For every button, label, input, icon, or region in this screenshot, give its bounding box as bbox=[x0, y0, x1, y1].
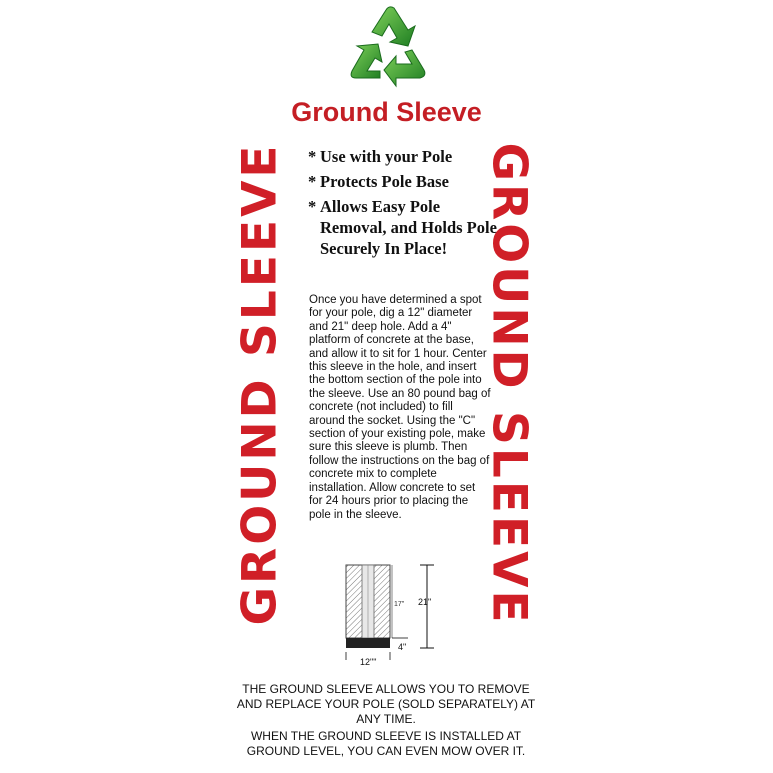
feature-item bbox=[308, 146, 498, 167]
feature-text: Protects Pole Base bbox=[320, 172, 449, 191]
feature-list bbox=[308, 146, 498, 263]
feature-text: Use with your Pole bbox=[320, 147, 453, 166]
sleeve-diagram bbox=[336, 560, 446, 672]
bullet-star: * bbox=[308, 197, 317, 216]
footer-note-mow: WHEN THE GROUND SLEEVE IS INSTALLED AT GROUND LEVEL, YOU CAN EVEN MOW OVER IT. bbox=[246, 729, 526, 758]
page-title: Ground Sleeve bbox=[291, 97, 482, 127]
bullet-star: * bbox=[308, 172, 317, 191]
footer-note-removal: THE GROUND SLEEVE ALLOWS YOU TO REMOVE AND REPLACE YOUR POLE (SOLD SEPARATELY) AT ANY TIME. bbox=[236, 682, 536, 726]
side-label-right: GROUND SLEEVE bbox=[481, 142, 537, 626]
recycle-icon bbox=[342, 2, 436, 88]
width-label: 12"" bbox=[360, 657, 377, 667]
sleeve-length-label: 17" bbox=[394, 601, 405, 608]
depth-label: 21" bbox=[418, 597, 432, 607]
feature-item bbox=[308, 196, 498, 259]
side-label-left: GROUND SLEEVE bbox=[232, 142, 288, 626]
base-label: 4" bbox=[398, 642, 407, 652]
installation-instructions: Once you have determined a spot for your pole, dig a 12" diameter and 21" deep hole. Add a 4" platform of concrete at the base, and allow it to sit for 1 hour. Center this sleeve in the hole, and insert the bottom section of the pole into the sleeve. Use an 80 pound bag of concrete (not included) to fill around the socket. Using the "C" section of your existing pole, make sure this sleeve is plumb. Then follow the instructions on the bag of concrete mix to complete installation. Allow concrete to set for 24 hours prior to placing the pole in the sleeve. bbox=[309, 294, 491, 521]
feature-item bbox=[308, 171, 498, 192]
feature-text: Allows Easy Pole Removal, and Holds Pole Securely In Place! bbox=[320, 197, 497, 258]
bullet-star: * bbox=[308, 147, 317, 166]
